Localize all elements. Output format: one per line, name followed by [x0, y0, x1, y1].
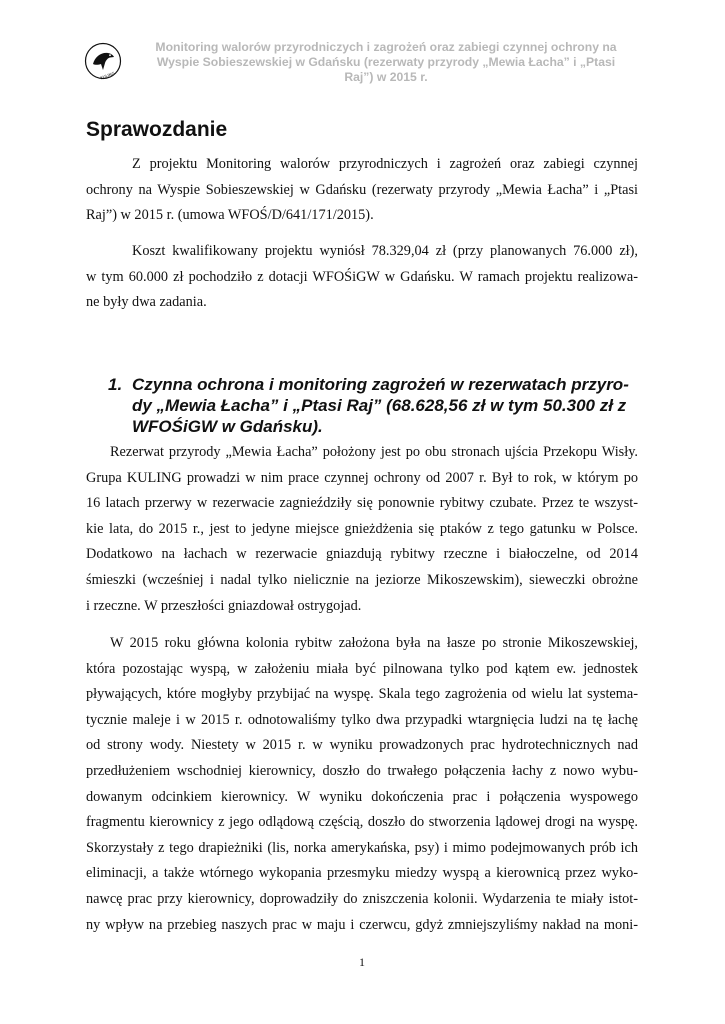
text-line: eliminacji, a także wtórnego wykopania przesmyku miedzy wyspą a kierownicą przez wyko- — [86, 865, 638, 882]
text-line: Koszt kwalifikowany projektu wyniósł 78.329,04 zł (przy planowanych 76.000 zł), — [132, 243, 638, 259]
page-number: 1 — [359, 955, 365, 969]
header-line: Monitoring walorów przyrodniczych i zagrożeń oraz zabiegi czynnej ochrony na — [155, 40, 617, 54]
text-line: tycznie maleje i w 2015 r. odnotowaliśmy tylko dwa przypadki wtargnięcia ludzi na tę łachę — [86, 711, 638, 728]
text-line: śmieszki (wcześniej i nadal tylko nielicznie na jeziorze Mikoszewskim), sieweczki obrożne — [86, 571, 638, 588]
text-line: przedłużeniem wschodniej kierownicy, doszło do trwałego połączenia łachy z nowo wybu- — [86, 762, 638, 779]
section-1-paragraph-1 — [86, 440, 638, 619]
header-line: Raj”) w 2015 r. — [344, 70, 428, 84]
section-1-paragraph-2 — [86, 631, 638, 938]
text-line: i rzeczne. W przeszłości gniazdował ostrygojad. — [86, 597, 362, 614]
text-line: kie lata, do 2015 r., jest to jedyne miejsce gnieżdżenia się ptaków z tego gatunku w Polsce. — [86, 520, 638, 537]
heading-line: dy „Mewia Łacha” i „Ptasi Raj” (68.628,56 zł w tym 50.300 zł z — [132, 396, 627, 415]
text-line: nawcę prac przy kierownicy, doprowadziły do zniszczenia kolonii. Wydarzenia te miały istot- — [86, 890, 638, 907]
heading-line: WFOŚiGW w Gdańsku). — [132, 417, 323, 436]
document-title: Sprawozdanie — [86, 118, 228, 141]
text-line: Skorzystały z tego drapieżniki (lis, norka amerykańska, psy) i mimo podejmowanych prób ich — [86, 839, 638, 856]
text-line: ochrony na Wyspie Sobieszewskiej w Gdańsku (rezerwaty przyrody „Mewia Łacha” i „Ptasi — [86, 181, 638, 198]
text-line: która pozostając wyspą, w założeniu miała być pilnowana tylko pod kątem ew. jednostek — [86, 660, 638, 677]
text-line: ny wpływ na przebieg naszych prac w maju i czerwcu, gdyż zmniejszyliśmy nakład na moni- — [86, 916, 638, 933]
section-1-heading — [108, 374, 648, 437]
text-line: W 2015 roku główna kolonia rybitw założona była na łasze po stronie Mikoszewskiej, — [110, 635, 638, 651]
text-line: Grupa KULING prowadzi w nim prace czynnej ochrony od 2007 r. Był to rok, w którym po — [86, 469, 638, 486]
text-line: Dodatkowo na łachach w rezerwacie gniazdują rybitwy rzeczne i białoczelne, od 2014 — [86, 546, 638, 563]
text-line: Z projektu Monitoring walorów przyrodniczych i zagrożeń oraz zabiegi czynnej — [132, 156, 638, 172]
section-number: 1. — [108, 375, 123, 394]
logo-text: KULING — [99, 70, 116, 81]
text-line: Rezerwat przyrody „Mewia Łacha” położony jest po obu stronach ujścia Przekopu Wisły. — [110, 444, 638, 460]
text-line: w tym 60.000 zł pochodziło z dotacji WFOŚiGW w Gdańsku. W ramach projektu realizowa- — [86, 268, 638, 285]
intro-paragraph-1 — [86, 152, 638, 229]
text-line: Raj”) w 2015 r. (umowa WFOŚ/D/641/171/2015). — [86, 207, 374, 224]
heading-line: Czynna ochrona i monitoring zagrożeń w rezerwatach przyro- — [132, 375, 629, 394]
header-line: Wyspie Sobieszewskiej w Gdańsku (rezerwaty przyrody „Mewia Łacha” i „Ptasi — [156, 55, 616, 69]
text-line: od strony wody. Niestety w 2015 r. w wyniku prowadzonych prac hydrotechnicznych nad — [86, 737, 638, 754]
intro-paragraph-2 — [86, 239, 638, 316]
document-header — [136, 40, 636, 85]
text-line: ne były dwa zadania. — [86, 294, 207, 311]
text-line: dowanym odcinkiem kierownicy. W wyniku dokończenia prac i połączenia wyspowego — [86, 788, 638, 805]
text-line: fragmentu kierownicy z jego odlądową częścią, doszło do stworzenia lądowej drogi na wyspę. — [86, 814, 638, 831]
text-line: 16 latach przerwy w rezerwacie zagnieździły się ponownie rybitwy czubate. Przez te wszyst- — [86, 495, 638, 512]
text-line: pływających, które mogłyby przybijać na wyspę. Skala tego zagrożenia od wielu lat systema- — [86, 686, 638, 703]
